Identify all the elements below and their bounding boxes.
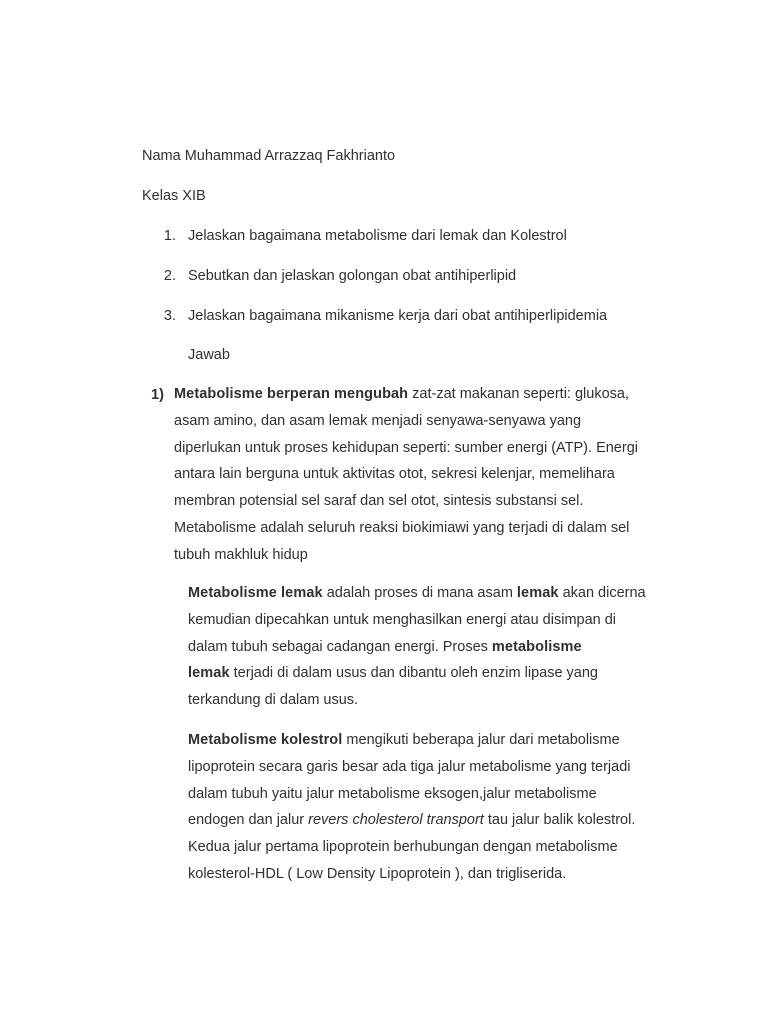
kolestrol-line: Kedua jalur pertama lipoprotein berhubungan dengan metabolisme [188, 839, 618, 856]
kolestrol-italic-term: revers cholesterol transport [308, 812, 484, 829]
class-line: Kelas XIB [142, 188, 206, 204]
answer-1-line: antara lain berguna untuk aktivitas otot, sekresi kelenjar, memelihara [174, 466, 615, 483]
student-name-line: Nama Muhammad Arrazzaq Fakhrianto [142, 148, 396, 164]
answer-1-line: membran potensial sel saraf dan sel otot, sintesis substansi sel. [174, 493, 584, 510]
answer-1-line: tubuh makhluk hidup [174, 546, 308, 563]
question-text: Sebutkan dan jelaskan golongan obat antihiperlipid [188, 268, 517, 284]
kolestrol-line: lipoprotein secara garis besar ada tiga jalur metabolisme yang terjadi [188, 758, 631, 775]
kolestrol-line: kolesterol-HDL ( Low Density Lipoprotein ), dan trigliserida. [188, 865, 567, 882]
kolestrol-term: Metabolisme kolestrol [188, 732, 343, 748]
answer-heading: Jawab [188, 347, 230, 363]
kolestrol-paragraph [188, 727, 688, 888]
kolestrol-text: tau jalur balik kolestrol. [483, 812, 636, 829]
kolestrol-line: dalam tubuh yaitu jalur metabolisme eksogen,jalur metabolisme [188, 785, 597, 802]
lemak-term: lemak [516, 585, 559, 601]
kolestrol-text: mengikuti beberapa jalur dari metabolisme [342, 732, 620, 748]
lemak-line: kemudian dipecahkan untuk menghasilkan energi atau disimpan di [188, 611, 617, 628]
answer-number: 1) [151, 387, 164, 403]
question-number: 2. [163, 268, 176, 284]
lemak-paragraph [188, 580, 688, 714]
question-number: 1. [163, 228, 176, 244]
lemak-line: terkandung di dalam usus. [188, 692, 359, 709]
lemak-text: akan dicerna [558, 585, 646, 601]
question-number: 3. [163, 308, 176, 324]
question-text: Jelaskan bagaimana mikanisme kerja dari obat antihiperlipidemia [188, 308, 608, 324]
answer-1-line: Metabolisme adalah seluruh reaksi biokimiawi yang terjadi di dalam sel [174, 519, 630, 536]
answer-1-line: zat-zat makanan seperti: glukosa, [408, 386, 629, 402]
answer-1-line: diperlukan untuk proses kehidupan seperti: sumber energi (ATP). Energi [174, 439, 638, 456]
answer-1-paragraph [174, 381, 674, 569]
answer-1-lead-bold: Metabolisme berperan mengubah [174, 386, 409, 402]
lemak-text: terjadi di dalam usus dan dibantu oleh enzim lipase yang [229, 665, 598, 682]
answer-1-line: asam amino, dan asam lemak menjadi senyawa-senyawa yang [174, 412, 582, 429]
lemak-term: lemak [188, 665, 230, 682]
lemak-text: adalah proses di mana asam [322, 585, 517, 601]
kolestrol-text: endogen dan jalur [188, 812, 309, 829]
lemak-text: dalam tubuh sebagai cadangan energi. Proses [188, 638, 492, 655]
lemak-term: metabolisme [491, 638, 582, 655]
lemak-term: Metabolisme lemak [188, 585, 323, 601]
question-text: Jelaskan bagaimana metabolisme dari lemak dan Kolestrol [188, 228, 567, 244]
